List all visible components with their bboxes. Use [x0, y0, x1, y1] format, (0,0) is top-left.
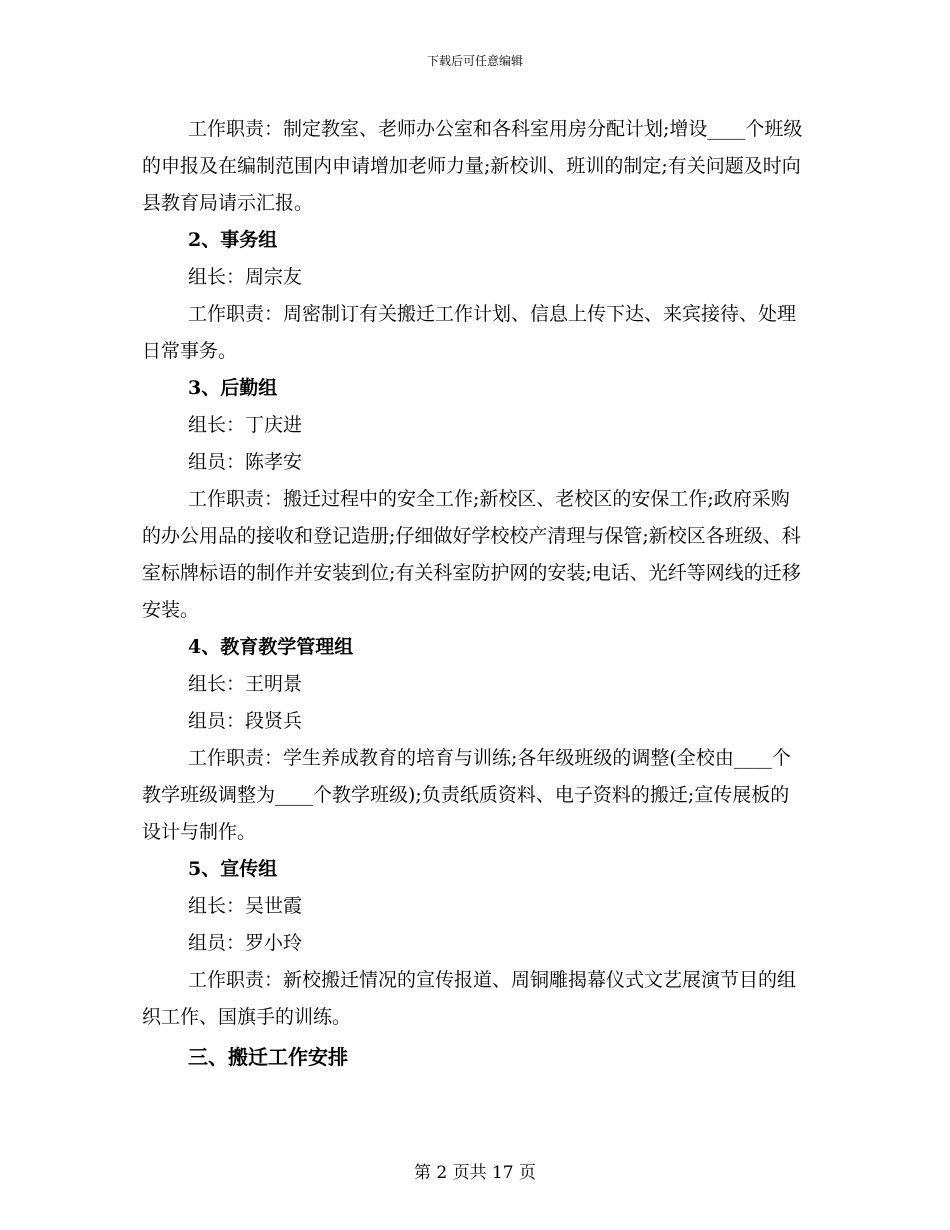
group-member-teaching: 组员：段贤兵: [188, 710, 303, 732]
document-body: [142, 111, 808, 1078]
group-leader-teaching: 组长：王明景: [188, 673, 303, 695]
page-header: 下载后可任意编辑: [426, 54, 523, 68]
paragraph-duties-intro: 工作职责：制定教室、老师办公室和各科室用房分配计划;增设____个班级的申报及在编制范围内申请增加老师力量;新校训、班训的制定;有关问题及时向县教育局请示汇报。: [142, 118, 803, 214]
group-heading-logistics: 3、后勤组: [188, 377, 278, 399]
group-member-publicity: 组员：罗小玲: [188, 932, 303, 954]
page-footer: 第 2 页共 17 页: [413, 1163, 537, 1183]
group-heading-affairs: 2、事务组: [188, 229, 278, 251]
group-heading-teaching: 4、教育教学管理组: [188, 636, 354, 658]
paragraph-duties-affairs: 工作职责：周密制订有关搬迁工作计划、信息上传下达、来宾接待、处理日常事务。: [142, 303, 797, 362]
paragraph-duties-publicity: 工作职责：新校搬迁情况的宣传报道、周铜雕揭幕仪式文艺展演节目的组织工作、国旗手的训练。: [142, 969, 797, 1028]
group-leader-publicity: 组长：吴世霞: [188, 895, 303, 917]
group-heading-publicity: 5、宣传组: [188, 858, 278, 880]
section-heading-relocation-arrangement: 三、搬迁工作安排: [188, 1045, 348, 1069]
group-leader-logistics: 组长：丁庆进: [188, 414, 303, 436]
paragraph-duties-teaching: 工作职责：学生养成教育的培育与训练;各年级班级的调整(全校由____个教学班级调整为____个教学班级);负责纸质资料、电子资料的搬迁;宣传展板的设计与制作。: [142, 747, 791, 843]
paragraph-duties-logistics: 工作职责：搬迁过程中的安全工作;新校区、老校区的安保工作;政府采购的办公用品的接收和登记造册;仔细做好学校校产清理与保管;新校区各班级、科室标牌标语的制作并安装到位;有关科室防护网的安装;电话、光纤等网线的迁移安装。: [142, 488, 801, 621]
group-member-logistics: 组员：陈孝安: [188, 451, 303, 473]
group-leader-affairs: 组长：周宗友: [188, 266, 303, 288]
